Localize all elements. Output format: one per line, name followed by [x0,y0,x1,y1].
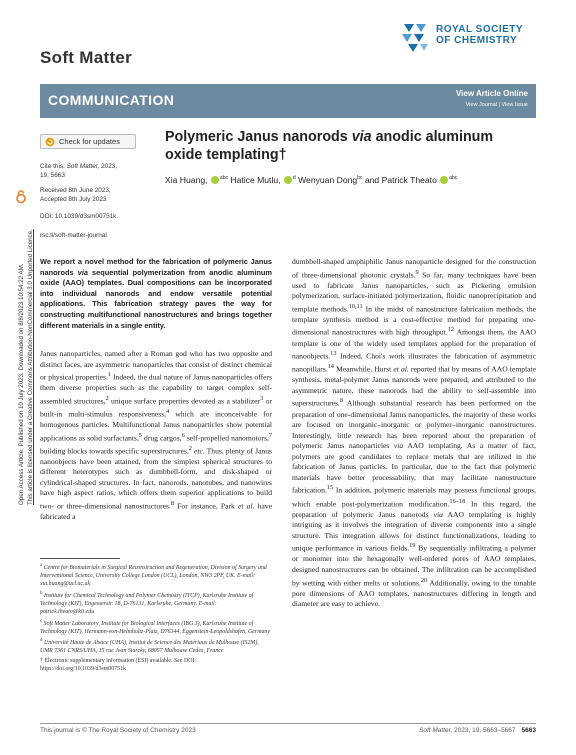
footnote-a: $^a$ Centre for Biomaterials in Surgical Reconstruction and Regeneration, Division of Surgery and Interventional Science, University College London (UCL), London, NW3 2PF, UK. E-mail: xia.huang@ucl.ac.uk [40,563,267,588]
rsc-name-line1: ROYAL SOCIETY [436,24,524,35]
article-type-banner [40,84,536,118]
rsc-logo[interactable] [400,20,550,60]
sidebar-published-line: Open Access Article. Published on 10 July 2023. Downloaded on 8/8/2023 10:54:22 AM. [18,263,25,505]
body-text-right: dumbbell-shaped amphiphilic Janus nanoparticle designed for the construction of three-dimensional photonic crystals.$^9$ So far, many techniques have been used to fabricate Janus nanoparticles, such as Pickering emulsion polymerization, surface-initiated polymerization, fluidic nanoprecipitation and template methods.$^{10,11}$ In the midst of nanostructure fabrication methods, the template synthesis method is a cost-effective method for preparing one-dimensional nanostructures with high throughput.$^{12}$ Amongst them, the AAO template is one of the widely used templates applied for the preparation of nanoobjects.$^{13}$ Indeed, Choi's work illustrates the fabrication of asymmetric nanopillars.$^{14}$ Meanwhile, Hurst et al. reported that by means of AAO template synthesis, metal-polymer Janus nanorods were prepared, and attributed to the asymmetric nature, these nanorods had the ability to self-assemble into superstructures.$^8$ Although substantial research has been performed on the preparation of one-dimensional Janus nanoparticles, the majority of these works are focused on inorganic–inorganic or polymer–inorganic nanostructures. Interestingly, little research has been reported about the preparation of polymeric Janus nanoparticles via AAO templating. As a matter of fact, polymers are good candidates to replace metals that are utilized in the fabrication of Janus particles. In particular, due to the fact that polymeric materials have better processability, that may facilitate nanostructure fabrication.$^{15}$ In addition, polymeric materials may possess functional groups, which enable post-polymerization modification.$^{16-18}$ In this regard, the preparation of polymeric Janus nanorods via AAO templating is highly intriguing as it involves the integration of diverse components into a single structure. This integration allows for distinct functionalizations, leading to unique performance in various fields.$^{19}$ By sequentially infiltrating a polymer or monomer into the hexagonally well-ordered pores of AAO templates, designed nanostructures can be obtained. The infiltration can be accomplished by wetting with either melts or solutions.$^{20}$ Additionally, owing to the tunable pore dimensions of AAO templates, nanostructures differing in length and diameter are easy to achieve. [292,257,536,609]
reference-link[interactable]: 3 [260,394,264,402]
author-name[interactable]: Xia Huang, [165,175,208,185]
reference-link[interactable]: 8 [339,397,344,405]
orcid-icon[interactable] [284,176,292,184]
reference-link[interactable]: 10,11 [348,302,363,310]
update-badge-icon [45,137,55,147]
reference-link[interactable]: 1 [107,371,112,379]
reference-link[interactable]: 4 [166,407,170,415]
rsc-mark-icon [400,22,430,54]
footer-divider [40,723,536,724]
reference-link[interactable]: 13 [330,350,337,358]
sidebar-licence-line[interactable]: This article is licensed under a Creative Commons Attribution-NonCommercial 3.0 Unported Licence. [27,229,34,505]
reference-link[interactable]: 5 [138,431,142,439]
footer-copyright: This journal is © The Royal Society of Chemistry 2023 [40,727,196,734]
license-sidebar [6,90,40,520]
view-article-online-link[interactable]: View Article Online [455,89,528,98]
esi-footnote[interactable]: † Electronic supplementary information (ESI) available. See DOI: https://doi.org/10.1039/d3sm00751k [40,657,197,672]
reference-link[interactable]: 14 [327,363,334,371]
abstract: We report a novel method for the fabrication of polymeric Janus nanorods via sequential polymerization from anodic aluminum oxide (AAO) templates. Dual compositions can be incorporated into individual nanorods and endow versatile potential applications. This fabrication strategy paves the way for constructing multifunctional nanostructures and brings together different materials in a single entity. [40,257,272,330]
reference-link[interactable]: 2 [105,394,109,402]
footnote-c: $^c$ Soft Matter Laboratory, Institute for Biological Interfaces (IBG 3), Karlsruhe Institute of Technology (KIT), Hermann-von-Helmholtz-Platz, D76344, Eggenstein-Leopoldshafen, Germany [40,618,270,635]
author-list: Xia Huang, $^{abc}$ Hatice Mutlu, $^d$ Wenyuan Dong$^{bc}$ and Patrick Theato $^{abc}$ [165,175,458,185]
footnote-divider [40,558,120,559]
view-journal-link[interactable]: View Journal [465,102,497,108]
author-name[interactable]: Hatice Mutlu, [230,175,281,185]
footnote-d: $^d$ Université Haute de Alsace (UHA), Institut de Science des Matériaux de Mulhouse (IS2M), UMR 7361 CNRS/UHA, 15 rue Jean Starcky, 68057 Mulhouse Cedex, France [40,638,259,655]
rsc-name-line2: OF CHEMISTRY [436,35,518,46]
reference-link[interactable]: 20 [420,576,428,584]
footer-citation: Soft Matter, 2023, 19, 5663–5667 5663 [419,727,536,734]
citation-info: Cite this: Soft Matter, 2023, 19, 5663 [40,163,118,179]
body-text-left: Janus nanoparticles, named after a Roman god who has two opposite and distinct faces, are asymmetric nanoparticles that consist of distinct chemical or physical properties.$^1$ Indeed, the dual nature of Janus nanoparticles offers them diverse properties such as the capability to target complex self-assembled structures,$^2$ unique surface properties devoted as a stabilizer$^3$ or built-in multi-stimulus responsiveness,$^4$ which are inconceivable for homogenous particles. Multifunctional Janus nanoparticles show potential applications as solid surfactants,$^5$ drug cargos,$^6$ self-propelled nanomotors,$^7$ building blocks towards specific superstructures,$^2$ etc. Thus, plenty of Janus nanoobjects have been attained, from the simplest spherical structures to different heterotypes such as dumbbell-form, and disk-shaped or cylindrical-shaped structures. In fact, nanorods, nanotubes, and nanowires have high aspect ratios, which offers them superior applications to build two- or three-dimensional nanostructures.$^8$ For instance, Park et al. have fabricated a [40,349,273,522]
reference-link[interactable]: 9 [415,268,419,276]
affiliation-footnotes [40,562,272,675]
reference-link[interactable]: 8 [170,499,174,507]
reference-link[interactable]: 7 [268,431,272,439]
open-access-icon [14,190,28,204]
reference-link[interactable]: 2 [188,444,192,452]
reference-link[interactable]: 12 [447,326,455,334]
journal-issue-links [466,102,528,108]
check-for-updates-label: Check for updates [59,137,120,146]
page-number: 5663 [521,727,536,734]
reference-link[interactable]: 15 [326,484,334,492]
footnote-b: $^b$ Institute for Chemical Technology and Polymer Chemistry (ITCP), Karlsruhe Institute of Technology (KIT), Engesserstr. 18, D-76131, Karlsruhe, Germany. E-mail: patrick.theato@kit.edu [40,590,254,615]
author-name[interactable]: Patrick Theato [381,175,437,185]
doi[interactable]: DOI: 10.1039/d3sm00751k [40,213,117,220]
received-accepted-dates: Received 8th June 2023, Accepted 8th July 2023 [40,187,111,203]
author-name[interactable]: Wenyuan Dong [298,175,358,185]
reference-link[interactable]: 6 [181,431,185,439]
view-issue-link[interactable]: View Issue [501,102,528,108]
orcid-icon[interactable] [211,176,219,184]
check-for-updates-button[interactable] [40,134,136,149]
reference-link[interactable]: 16–18 [449,497,466,505]
article-title: Polymeric Janus nanorods via anodic aluminum oxide templating† [165,129,494,163]
orcid-icon[interactable] [440,176,448,184]
journal-name: Soft Matter [40,48,133,67]
link-separator: | [498,102,500,108]
article-type: COMMUNICATION [48,92,175,108]
reference-link[interactable]: 19 [409,542,416,550]
journal-url[interactable]: rsc.li/soft-matter-journal [40,232,107,239]
